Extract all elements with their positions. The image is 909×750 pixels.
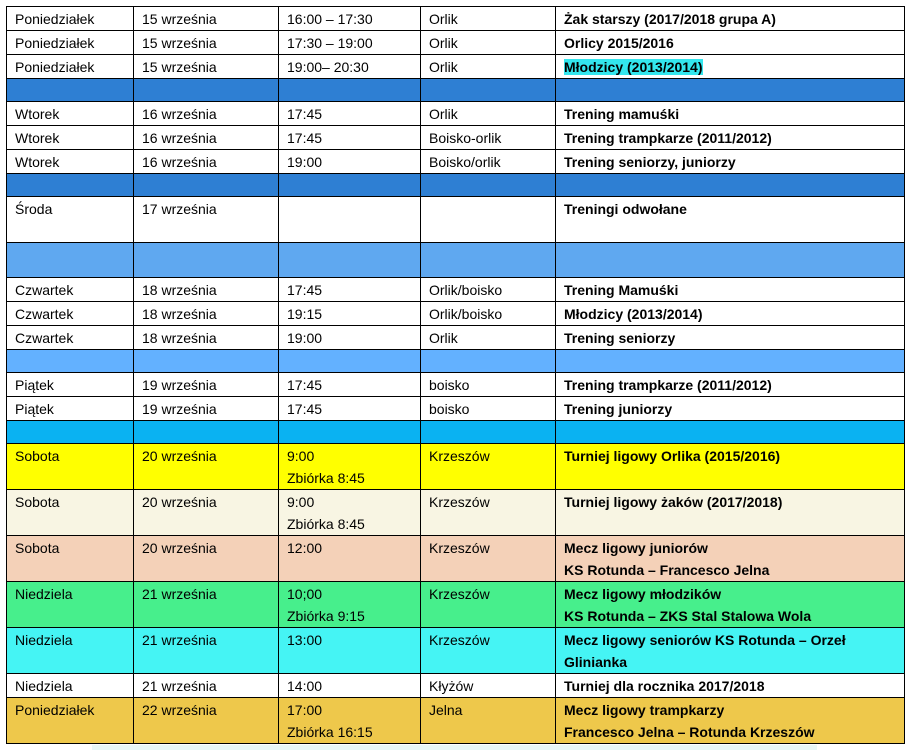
cell-line: 9:00 xyxy=(287,494,315,510)
date-cell: 22 września xyxy=(134,698,279,744)
place-cell xyxy=(421,197,556,243)
date-cell: 21 września xyxy=(134,674,279,698)
schedule-row xyxy=(7,326,905,350)
schedule-row xyxy=(7,55,905,79)
schedule-row xyxy=(7,698,905,744)
schedule-row xyxy=(7,628,905,674)
time-cell xyxy=(279,31,421,55)
schedule-row xyxy=(7,490,905,536)
separator-cell xyxy=(421,350,556,373)
schedule-row xyxy=(7,536,905,582)
schedule-row xyxy=(7,397,905,421)
date-cell: 18 września xyxy=(134,326,279,350)
cell-line xyxy=(564,56,896,78)
event-cell xyxy=(556,302,905,326)
date-cell: 21 września xyxy=(134,582,279,628)
time-cell xyxy=(279,7,421,31)
event-cell xyxy=(556,397,905,421)
day-cell: Sobota xyxy=(7,444,134,490)
place-cell: Orlik xyxy=(421,55,556,79)
place-cell: Krzeszów xyxy=(421,490,556,536)
event-cell xyxy=(556,674,905,698)
separator-cell xyxy=(7,421,134,444)
place-cell: Orlik/boisko xyxy=(421,278,556,302)
schedule-row xyxy=(7,582,905,628)
schedule-row xyxy=(7,278,905,302)
cell-line: Trening seniorzy xyxy=(564,330,676,346)
place-cell: Kłyżów xyxy=(421,674,556,698)
schedule-row xyxy=(7,31,905,55)
cell-line: Zbiórka 8:45 xyxy=(287,470,365,486)
date-cell: 16 września xyxy=(134,102,279,126)
separator-row xyxy=(7,421,905,444)
schedule-row xyxy=(7,197,905,243)
separator-cell xyxy=(134,421,279,444)
cell-line: 17:45 xyxy=(287,377,323,393)
event-cell xyxy=(556,536,905,582)
day-cell: Sobota xyxy=(7,490,134,536)
time-cell xyxy=(279,302,421,326)
event-cell xyxy=(556,628,905,674)
date-cell: 19 września xyxy=(134,397,279,421)
place-cell: Orlik xyxy=(421,31,556,55)
separator-cell xyxy=(279,79,421,102)
date-cell: 20 września xyxy=(134,536,279,582)
place-cell: Orlik xyxy=(421,326,556,350)
separator-row xyxy=(7,79,905,102)
cell-line: 19:00 xyxy=(287,154,323,170)
place-cell: Boisko-orlik xyxy=(421,126,556,150)
event-cell xyxy=(556,373,905,397)
time-cell xyxy=(279,582,421,628)
schedule-row xyxy=(7,150,905,174)
cell-line: Treningi odwołane xyxy=(564,201,687,217)
date-cell: 18 września xyxy=(134,302,279,326)
cell-line: Trening juniorzy xyxy=(564,401,673,417)
cell-line: Mecz ligowy juniorów xyxy=(564,540,708,556)
event-cell xyxy=(556,150,905,174)
time-cell xyxy=(279,536,421,582)
separator-row xyxy=(7,243,905,278)
event-cell xyxy=(556,490,905,536)
separator-cell xyxy=(556,79,905,102)
day-cell: Poniedziałek xyxy=(7,7,134,31)
cell-line: Zbiórka 9:15 xyxy=(287,608,365,624)
separator-cell xyxy=(556,243,905,278)
separator-cell xyxy=(279,421,421,444)
day-cell: Czwartek xyxy=(7,302,134,326)
day-cell: Niedziela xyxy=(7,628,134,674)
time-cell xyxy=(279,102,421,126)
place-cell: Orlik xyxy=(421,102,556,126)
separator-cell xyxy=(279,243,421,278)
day-cell: Czwartek xyxy=(7,278,134,302)
date-cell: 16 września xyxy=(134,126,279,150)
cell-line: 19:00 xyxy=(287,330,323,346)
cell-line: Trening trampkarze (2011/2012) xyxy=(564,130,772,146)
separator-cell xyxy=(421,243,556,278)
cell-line: Trening seniorzy, juniorzy xyxy=(564,154,736,170)
separator-cell xyxy=(279,174,421,197)
date-cell: 20 września xyxy=(134,490,279,536)
separator-cell xyxy=(134,350,279,373)
place-cell: Krzeszów xyxy=(421,536,556,582)
event-cell xyxy=(556,7,905,31)
day-cell: Niedziela xyxy=(7,582,134,628)
cell-line: Francesco Jelna – Rotunda Krzeszów xyxy=(564,724,815,740)
schedule-row xyxy=(7,444,905,490)
schedule-row xyxy=(7,126,905,150)
event-cell xyxy=(556,444,905,490)
date-cell: 15 września xyxy=(134,31,279,55)
separator-row xyxy=(7,174,905,197)
page-bottom-band xyxy=(92,745,817,750)
cell-line: Mecz ligowy seniorów KS Rotunda – Orzeł xyxy=(564,632,846,648)
event-cell xyxy=(556,326,905,350)
cell-line: Młodzicy (2013/2014) xyxy=(564,306,703,322)
schedule-row xyxy=(7,7,905,31)
time-cell xyxy=(279,373,421,397)
event-cell xyxy=(556,102,905,126)
separator-cell xyxy=(421,79,556,102)
cell-line: KS Rotunda – Francesco Jelna xyxy=(564,562,770,578)
place-cell: Krzeszów xyxy=(421,628,556,674)
time-cell xyxy=(279,698,421,744)
date-cell: 20 września xyxy=(134,444,279,490)
cell-line: Turniej ligowy Orlika (2015/2016) xyxy=(564,448,781,464)
separator-cell xyxy=(134,174,279,197)
day-cell: Poniedziałek xyxy=(7,55,134,79)
day-cell: Środa xyxy=(7,197,134,243)
schedule-table xyxy=(6,6,905,744)
separator-cell xyxy=(556,350,905,373)
separator-cell xyxy=(7,243,134,278)
place-cell: boisko xyxy=(421,397,556,421)
date-cell: 19 września xyxy=(134,373,279,397)
separator-row xyxy=(7,350,905,373)
cell-line: Glinianka xyxy=(564,654,628,670)
place-cell: Boisko/orlik xyxy=(421,150,556,174)
time-cell xyxy=(279,490,421,536)
separator-cell xyxy=(134,79,279,102)
separator-cell xyxy=(134,243,279,278)
day-cell: Wtorek xyxy=(7,150,134,174)
cell-line: Żak starszy (2017/2018 grupa A) xyxy=(564,11,776,27)
schedule-row xyxy=(7,674,905,698)
place-cell: Jelna xyxy=(421,698,556,744)
separator-cell xyxy=(556,421,905,444)
day-cell: Czwartek xyxy=(7,326,134,350)
date-cell: 15 września xyxy=(134,7,279,31)
cell-line: 17:45 xyxy=(287,282,323,298)
separator-cell xyxy=(556,174,905,197)
time-cell xyxy=(279,278,421,302)
cell-line: 13:00 xyxy=(287,632,323,648)
cell-line: 17:00 xyxy=(287,702,323,718)
cell-line: 17:30 – 19:00 xyxy=(287,35,373,51)
place-cell: Krzeszów xyxy=(421,582,556,628)
event-cell xyxy=(556,126,905,150)
separator-cell xyxy=(421,174,556,197)
time-cell xyxy=(279,628,421,674)
cell-line: 17:45 xyxy=(287,401,323,417)
time-cell xyxy=(279,55,421,79)
cell-line: Turniej ligowy żaków (2017/2018) xyxy=(564,494,783,510)
event-cell xyxy=(556,278,905,302)
schedule-body xyxy=(7,7,905,744)
cell-line: Zbiórka 16:15 xyxy=(287,724,373,740)
day-cell: Piątek xyxy=(7,397,134,421)
date-cell: 16 września xyxy=(134,150,279,174)
place-cell: Orlik xyxy=(421,7,556,31)
cell-line: 12:00 xyxy=(287,540,323,556)
cell-line: 19:15 xyxy=(287,306,323,322)
schedule-row xyxy=(7,102,905,126)
day-cell: Sobota xyxy=(7,536,134,582)
event-cell xyxy=(556,197,905,243)
date-cell: 17 września xyxy=(134,197,279,243)
day-cell: Poniedziałek xyxy=(7,31,134,55)
cell-line: 9:00 xyxy=(287,448,315,464)
date-cell: 15 września xyxy=(134,55,279,79)
cell-line: Trening mamuśki xyxy=(564,106,680,122)
cell-line: Trening Mamuśki xyxy=(564,282,679,298)
highlighted-text: Młodzicy (2013/2014) xyxy=(564,59,703,75)
time-cell xyxy=(279,444,421,490)
cell-line: 14:00 xyxy=(287,678,323,694)
day-cell: Niedziela xyxy=(7,674,134,698)
separator-cell xyxy=(421,421,556,444)
schedule-row xyxy=(7,302,905,326)
time-cell xyxy=(279,126,421,150)
day-cell: Wtorek xyxy=(7,126,134,150)
time-cell xyxy=(279,674,421,698)
place-cell: boisko xyxy=(421,373,556,397)
cell-line: Orlicy 2015/2016 xyxy=(564,35,674,51)
cell-line: 17:45 xyxy=(287,106,323,122)
cell-line: Turniej dla rocznika 2017/2018 xyxy=(564,678,765,694)
separator-cell xyxy=(7,79,134,102)
cell-line: Zbiórka 8:45 xyxy=(287,516,365,532)
separator-cell xyxy=(7,174,134,197)
day-cell: Poniedziałek xyxy=(7,698,134,744)
cell-line: 16:00 – 17:30 xyxy=(287,11,373,27)
day-cell: Wtorek xyxy=(7,102,134,126)
cell-line: Mecz ligowy trampkarzy xyxy=(564,702,725,718)
cell-line: 10;00 xyxy=(287,586,323,602)
event-cell xyxy=(556,55,905,79)
time-cell xyxy=(279,197,421,243)
time-cell xyxy=(279,150,421,174)
separator-cell xyxy=(279,350,421,373)
date-cell: 21 września xyxy=(134,628,279,674)
event-cell xyxy=(556,582,905,628)
cell-line: Trening trampkarze (2011/2012) xyxy=(564,377,772,393)
place-cell: Orlik/boisko xyxy=(421,302,556,326)
day-cell: Piątek xyxy=(7,373,134,397)
schedule-row xyxy=(7,373,905,397)
event-cell xyxy=(556,31,905,55)
time-cell xyxy=(279,397,421,421)
separator-cell xyxy=(7,350,134,373)
cell-line: 19:00– 20:30 xyxy=(287,59,369,75)
cell-line: Mecz ligowy młodzików xyxy=(564,586,722,602)
date-cell: 18 września xyxy=(134,278,279,302)
time-cell xyxy=(279,326,421,350)
place-cell: Krzeszów xyxy=(421,444,556,490)
cell-line: KS Rotunda – ZKS Stal Stalowa Wola xyxy=(564,608,812,624)
cell-line: 17:45 xyxy=(287,130,323,146)
event-cell xyxy=(556,698,905,744)
